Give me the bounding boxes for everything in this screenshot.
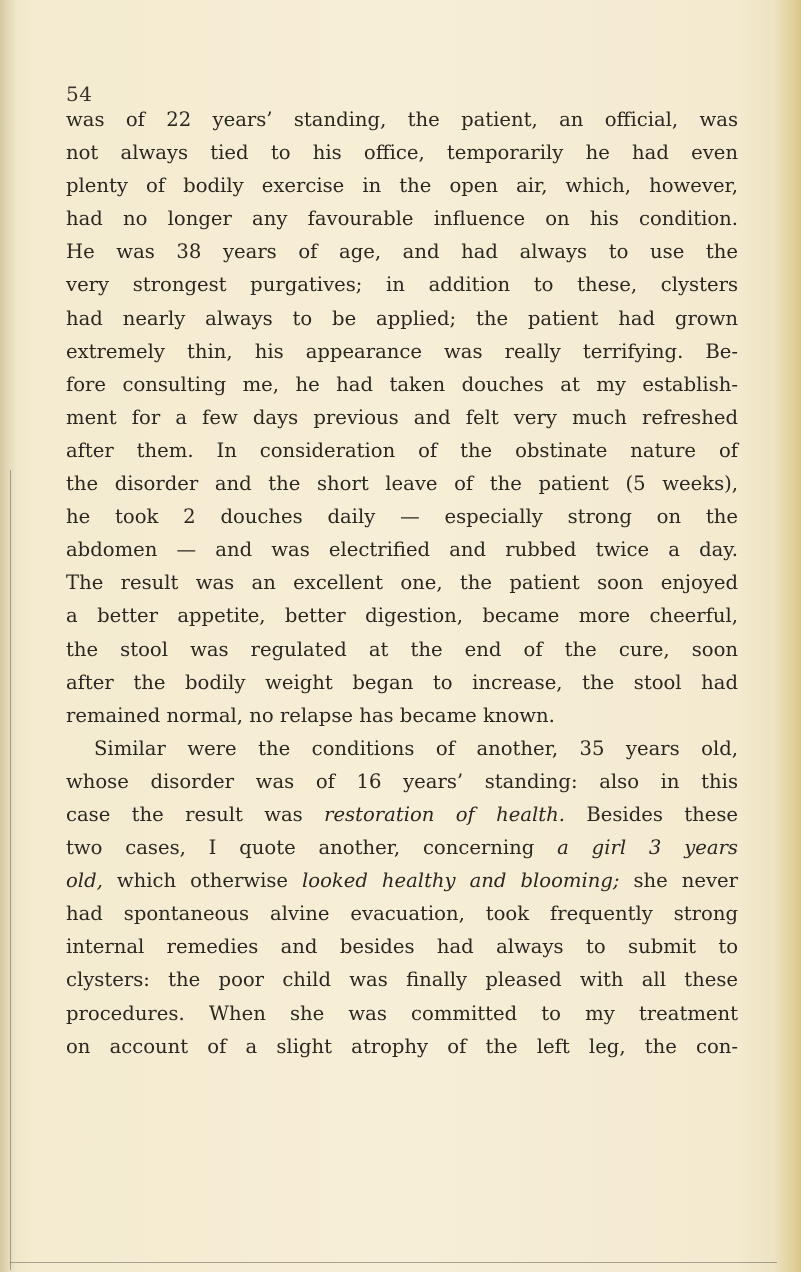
- page-right-edge: [775, 0, 801, 1272]
- text-line: not always tied to his office, temporarily he had even: [66, 141, 738, 165]
- page-left-edge: [0, 0, 16, 1272]
- page-number: 54: [66, 82, 93, 106]
- text-line: had no longer any favourable influence on his condition.: [66, 207, 738, 231]
- gutter-rule: [10, 470, 11, 1270]
- italic-phrase: looked healthy and blooming;: [302, 869, 620, 893]
- text-line: after them. In consideration of the obstinate nature of: [66, 438, 738, 462]
- text-line: remained normal, no relapse has became known.: [66, 703, 555, 727]
- italic-phrase: old,: [66, 869, 103, 893]
- text-line: case the result was restoration of health. Besides these: [66, 802, 738, 826]
- text-line: he took 2 douches daily — especially strong on the: [66, 505, 738, 529]
- text-line: extremely thin, his appearance was really terrifying. Be-: [66, 339, 738, 363]
- text-line: two cases, I quote another, concerning a girl 3 years: [66, 836, 738, 860]
- text-line: had nearly always to be applied; the patient had grown: [66, 306, 738, 330]
- text-line: Similar were the conditions of another, 35 years old,: [94, 736, 738, 760]
- text-line: clysters: the poor child was finally pleased with all these: [66, 968, 738, 992]
- text-line: He was 38 years of age, and had always to use the: [66, 240, 738, 264]
- italic-phrase: restoration of health.: [324, 802, 566, 826]
- text-line: plenty of bodily exercise in the open air, which, however,: [66, 174, 738, 198]
- text-line: was of 22 years’ standing, the patient, an official, was: [66, 108, 738, 131]
- text-line: procedures. When she was committed to my treatment: [66, 1001, 738, 1025]
- text-line: fore consulting me, he had taken douches at my establish-: [66, 372, 738, 396]
- italic-phrase: a girl 3 years: [557, 836, 738, 860]
- text-line: whose disorder was of 16 years’ standing: also in this: [66, 769, 738, 793]
- body-text: [66, 103, 738, 1063]
- text-line: abdomen — and was electrified and rubbed twice a day.: [66, 538, 738, 562]
- text-line: had spontaneous alvine evacuation, took frequently strong: [66, 902, 738, 926]
- text-line: ment for a few days previous and felt very much refreshed: [66, 405, 738, 429]
- text-line: very strongest purgatives; in addition to these, clysters: [66, 273, 738, 297]
- text-line: after the bodily weight began to increase, the stool had: [66, 670, 738, 694]
- text-line: a better appetite, better digestion, became more cheerful,: [66, 604, 738, 628]
- text-line: The result was an excellent one, the patient soon enjoyed: [66, 571, 738, 595]
- text-line: old, which otherwise looked healthy and blooming; she never: [66, 869, 738, 893]
- text-line: on account of a slight atrophy of the left leg, the con-: [66, 1034, 738, 1058]
- text-line: internal remedies and besides had always to submit to: [66, 935, 738, 959]
- text-line: the disorder and the short leave of the patient (5 weeks),: [66, 472, 738, 496]
- bottom-rule: [10, 1262, 777, 1263]
- text-line: the stool was regulated at the end of the cure, soon: [66, 637, 738, 661]
